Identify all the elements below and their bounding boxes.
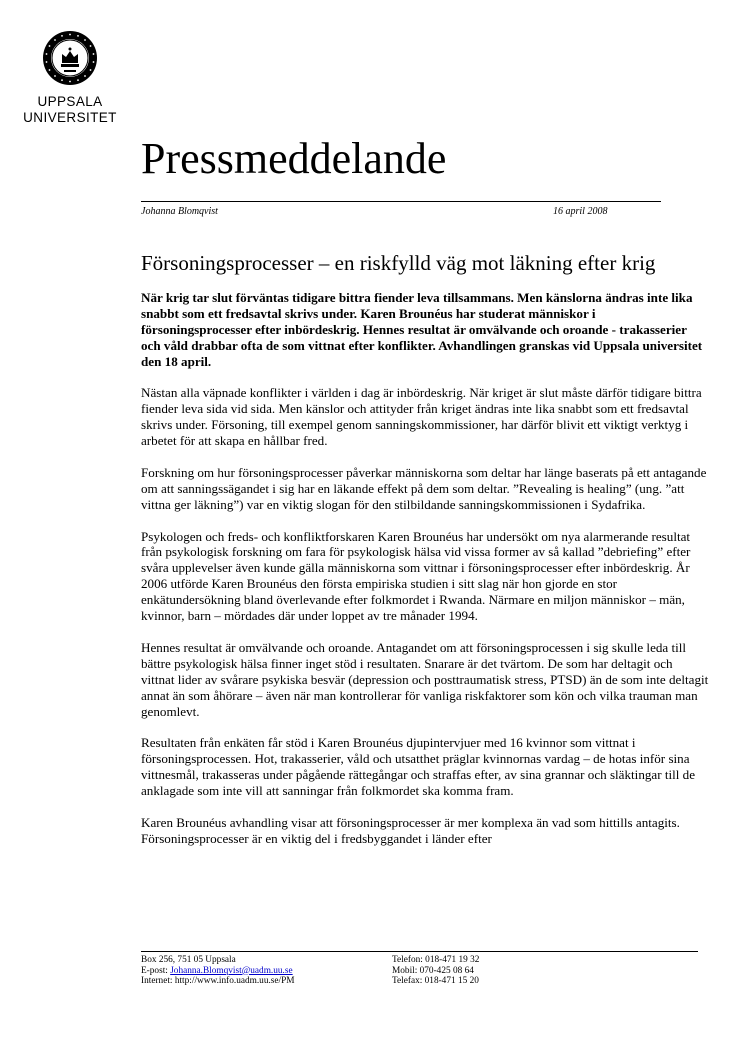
footer-email-line [141, 966, 295, 977]
page-title: Pressmeddelande [141, 134, 447, 183]
university-logo [0, 30, 140, 126]
footer-phone: Telefon: 018-471 19 32 [392, 955, 480, 965]
footer-email-label: E-post: [141, 965, 171, 976]
body-paragraph-1: Nästan alla väpnade konflikter i världen i dag är inbördeskrig. När kriget är slut måste därför tidigare bittra fiender leva sida vid sida. Men känslor och attityder från kriget ändras inte lika snabbt som ett fredsavtal skrivs under. Försoning, till exempel genom sanningskommissioner, har därför blivit ett viktigt verktyg i arbetet för att skapa en hållbar fred. [141, 385, 702, 449]
footer-internet: Internet: http://www.info.uadm.uu.se/PM [141, 976, 295, 987]
footer-contact-left [141, 955, 295, 987]
body-paragraph-6: Karen Brounéus avhandling visar att försoningsprocesser är mer komplexa än vad som hittills antagits. Försoningsprocesser är en viktig del i fredsbyggandet i länder efter [141, 814, 680, 846]
press-date: 16 april 2008 [553, 206, 608, 217]
logo-text-line1: UPPSALA [37, 94, 103, 109]
footer-fax: Telefax: 018-471 15 20 [392, 976, 479, 987]
footer-mobile: Mobil: 070-425 08 64 [392, 965, 474, 976]
article-headline: Försoningsprocesser – en riskfylld väg mot läkning efter krig [141, 251, 656, 275]
footer-contact-right [392, 955, 479, 987]
university-seal-icon [42, 30, 98, 86]
article-body [141, 290, 709, 863]
logo-text-line2: UNIVERSITET [23, 110, 117, 125]
body-paragraph-2: Forskning om hur försoningsprocesser påverkar människorna som deltar har länge baserats på ett antagande om att sanningssägandet i sig har en läkande effekt på dem som deltar. ”Revealing is healing” (ung. ”att vittna ger läkning”) var en viktig slogan för den stilbildande sanningskommissionen i Sydafrika. [141, 464, 707, 512]
body-paragraph-4: Hennes resultat är omvälvande och oroande. Antagandet om att försoningsprocessen i sig skulle leda till bättre psykologisk hälsa finner inget stöd i resultaten. Snarare är det tvärtom. De som har deltagit och vittnat lider av svårare psykiska besvär (depression och posttraumatisk stress, PTSD) än de som inte deltagit annat än som åhörare – även när man kontrollerar för vanliga riskfaktorer som kön och vilka trauman man genomlevt. [141, 639, 709, 719]
header-rule [141, 201, 661, 202]
footer-email-link[interactable]: Johanna.Blomqvist@uadm.uu.se [170, 965, 293, 976]
footer-rule [141, 951, 698, 952]
body-paragraph-5: Resultaten från enkäten får stöd i Karen Brounéus djupintervjuer med 16 kvinnor som vittnat i försoningsprocessen. Hot, trakasserier, våld och utsatthet präglar kvinnornas vardag – de hotas inför sina vittnesmål, trakasseras under pågående rättegångar och straffas efter, av sina grannar och släktingar till de anklagade som inte vill att sanningar från folkmordet ska komma fram. [141, 735, 696, 799]
lead-paragraph: När krig tar slut förväntas tidigare bittra fiender leva tillsammans. Men känslorna ändras inte lika snabbt som ett fredsavtal skrivs under. Karen Brounéus har studerat människor i försoningsprocesser efter inbördeskrig. Hennes resultat är omvälvande och oroande - trakasserier och våld drabbar ofta de som vittnat efter konflikter. Avhandlingen granskas vid Uppsala universitet den 18 april. [141, 290, 703, 369]
author-name: Johanna Blomqvist [141, 206, 218, 217]
body-paragraph-3: Psykologen och freds- och konfliktforskaren Karen Brounéus har undersökt om nya alarmerande resultat från psykologisk forskning om fara för psykologisk hälsa vid vissa former av så kallad ”debriefing” efter svåra upplevelser även kunde gälla människorna som vittnar i försoningsprocesser efter inbördeskrig. År 2006 utförde Karen Brounéus den första empiriska studien i sitt slag när hon gjorde en stor enkätundersökning bland överlevande efter folkmordet i Rwanda. Närmare en miljon människor – män, kvinnor, barn – mördades där under loppet av tre månader 1994. [141, 528, 691, 624]
footer-address: Box 256, 751 05 Uppsala [141, 955, 236, 965]
